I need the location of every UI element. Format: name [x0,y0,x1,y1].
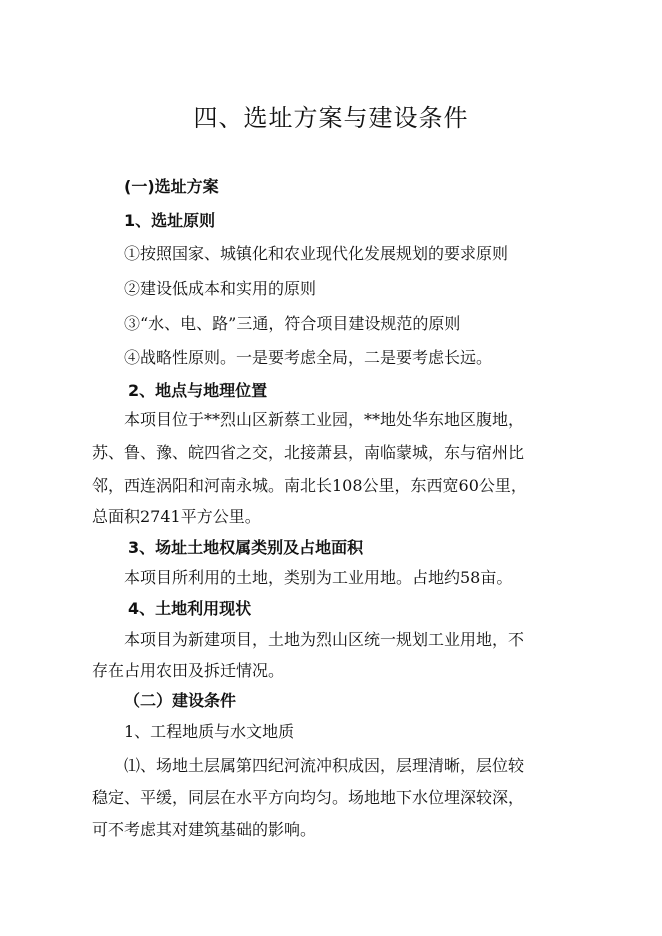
paragraph-line: 稳定、平缓，同层在水平方向均匀。场地地下水位埋深较深， [92,788,525,807]
list-item: ①按照国家、城镇化和农业现代化发展规划的要求原则 [124,244,509,263]
section-heading-site-selection: (一)选址方案 [124,177,219,196]
paragraph-line: 总面积2741平方公里。 [92,507,261,526]
paragraph-line: ⑴、场地土层属第四纪河流冲积成因，层理清晰，层位较 [124,756,525,775]
paragraph-line: 本项目为新建项目，土地为烈山区统一规划工业用地，不 [124,630,525,649]
page-title: 四、选址方案与建设条件 [193,104,469,132]
subheading-land-use: 4、土地利用现状 [128,599,252,618]
paragraph-line: 邻，西连涡阳和河南永城。南北长108公里，东西宽60公里， [92,476,527,495]
list-item: ④战略性原则。一是要考虑全局，二是要考虑长远。 [124,348,493,367]
paragraph-line: 苏、鲁、豫、皖四省之交，北接萧县，南临蒙城，东与宿州比 [92,443,525,462]
subheading-site-principles: 1、选址原则 [124,211,216,230]
subheading-land-ownership: 3、场址土地权属类别及占地面积 [128,538,364,557]
paragraph-line: 本项目所利用的土地，类别为工业用地。占地约58亩。 [124,568,513,587]
paragraph-line: 本项目位于**烈山区新蔡工业园，**地处华东地区腹地， [124,410,525,429]
paragraph-line: 可不考虑其对建筑基础的影响。 [92,820,317,839]
section-heading-construction-conditions: （二）建设条件 [124,691,237,710]
list-item: ③“水、电、路”三通，符合项目建设规范的原则 [124,314,461,333]
list-item: ②建设低成本和实用的原则 [124,279,317,298]
subheading-geology: 1、工程地质与水文地质 [124,722,295,741]
subheading-location: 2、地点与地理位置 [128,381,268,400]
paragraph-line: 存在占用农田及拆迁情况。 [92,661,285,680]
